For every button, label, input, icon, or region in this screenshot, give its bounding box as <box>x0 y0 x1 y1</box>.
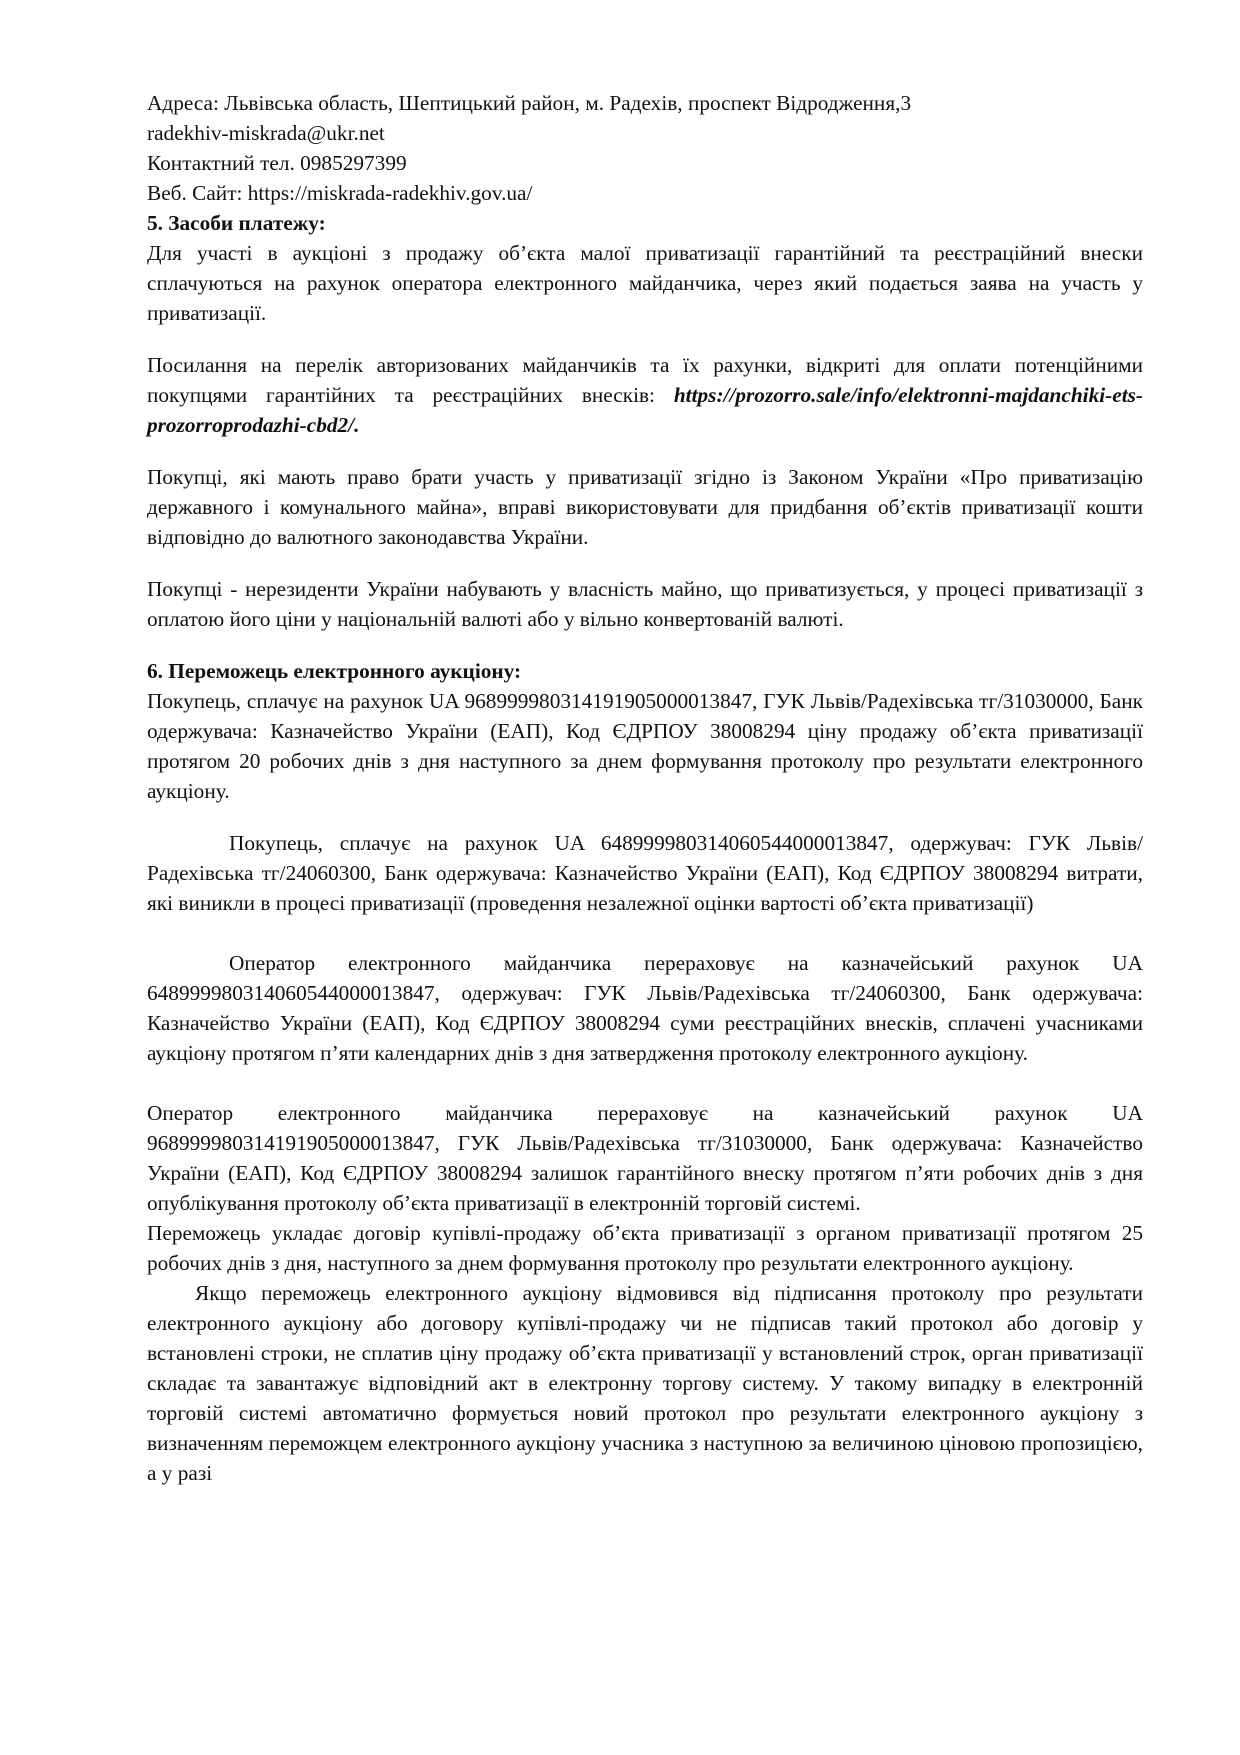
section-5-paragraph-2-text: Посилання на перелік авторизованих майданчиків та їх рахунки, відкриті для оплати потенційними покупцями гарантійних та реєстраційних внесків: <box>147 353 1143 407</box>
section-5-heading: 5. Засоби платежу: <box>147 211 326 235</box>
section-5-paragraph-3: Покупці, які мають право брати участь у приватизації згідно із Законом України «Про приватизацію державного і комунального майна», вправі використовувати для придбання об’єктів приватизації кошти відповідно до валютного законодавства України. <box>147 465 1143 549</box>
contact-website: Веб. Сайт: https://miskrada-radekhiv.gov.ua/ <box>147 181 533 205</box>
section-6-paragraph-6: Якщо переможець електронного аукціону відмовився від підписання протоколу про результати електронного аукціону або договору купівлі-продажу чи не підписав такий протокол або договір у встановлені строки, не сплатив ціну продажу об’єкта приватизації у встановлений строк, орган приватизації складає та завантажує відповідний акт в електронну торгову систему. У такому випадку в електронній торговій системі автоматично формується новий протокол про результати електронного аукціону з визначенням переможцем електронного аукціону учасника з наступною за величиною ціновою пропозицією, а у разі <box>147 1281 1143 1485</box>
section-5-paragraph-4: Покупці - нерезиденти України набувають у власність майно, що приватизується, у процесі приватизації з оплатою його ціни у національній валюті або у вільно конвертованій валюті. <box>147 577 1143 631</box>
section-6-paragraph-2: Покупець, сплачує на рахунок UA 648999980314060544000013847, одержувач: ГУК Львів/Радехівська тг/24060300, Банк одержувача: Казначейство України (ЕАП), Код ЄДРПОУ 38008294 витрати, які виникли в процесі приватизації (проведення незалежної оцінки вартості об’єкта приватизації) <box>147 831 1143 915</box>
section-6-paragraph-1: Покупець, сплачує на рахунок UA 968999980314191905000013847, ГУК Львів/Радехівська тг/31030000, Банк одержувача: Казначейство України (ЕАП), Код ЄДРПОУ 38008294 ціну продажу об’єкта приватизації протягом 20 робочих днів з дня наступного за днем формування протоколу про результати електронного аукціону. <box>147 689 1143 803</box>
section-6-paragraph-4: Оператор електронного майданчика перераховує на казначейський рахунок UA 968999980314191905000013847, ГУК Львів/Радехівська тг/31030000, Банк одержувача: Казначейство України (ЕАП), Код ЄДРПОУ 38008294 залишок гарантійного внеску протягом п’яти робочих днів з дня опублікування протоколу об’єкта приватизації в електронній торговій системі. <box>147 1101 1143 1215</box>
contact-address: Адреса: Львівська область, Шептицький район, м. Радехів, проспект Відродження,3 <box>147 91 912 115</box>
section-6-paragraph-5: Переможець укладає договір купівлі-продажу об’єкта приватизації з органом приватизації протягом 25 робочих днів з дня, наступного за днем формування протоколу про результати електронного аукціону. <box>147 1221 1143 1275</box>
prozorro-link[interactable]: https://prozorro.sale/info/elektronni-majdanchiki-ets-prozorroprodazhi-cbd2/. <box>147 383 1143 437</box>
section-6-paragraph-3: Оператор електронного майданчика перераховує на казначейський рахунок UA 648999980314060544000013847, одержувач: ГУК Львів/Радехівська тг/24060300, Банк одержувача: Казначейство України (ЕАП), Код ЄДРПОУ 38008294 суми реєстраційних внесків, сплачені учасниками аукціону протягом п’яти календарних днів з дня затвердження протоколу електронного аукціону. <box>147 951 1143 1065</box>
section-6-heading: 6. Переможець електронного аукціону: <box>147 659 522 683</box>
section-5-paragraph-2 <box>147 350 1143 440</box>
contact-email: radekhiv-miskrada@ukr.net <box>147 121 385 145</box>
section-5-paragraph-1: Для участі в аукціоні з продажу об’єкта малої приватизації гарантійний та реєстраційний внески сплачуються на рахунок оператора електронного майданчика, через який подається заява на участь у приватизації. <box>147 241 1143 325</box>
document-page <box>147 88 1143 1488</box>
contact-phone: Контактний тел. 0985297399 <box>147 151 407 175</box>
